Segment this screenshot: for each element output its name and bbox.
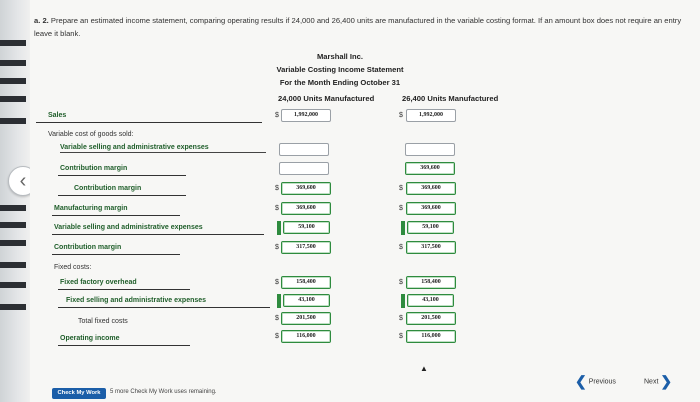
chevron-left-icon: ‹ [19,169,27,192]
cm3-label: Contribution margin [54,244,122,251]
cm2-input-24000[interactable]: 369,600 [281,182,331,195]
operating-income-label: Operating income [60,335,120,342]
currency-symbol: $ [399,244,403,251]
instructions [34,14,694,40]
cm2-label: Contribution margin [74,185,142,192]
fixed-sae-input-24000[interactable]: 43,100 [283,294,330,307]
correct-marker [401,221,405,235]
statement-title: Variable Costing Income Statement [276,65,404,74]
operating-income-input-26400[interactable]: 116,000 [406,330,456,343]
currency-symbol: $ [275,244,279,251]
sales-input-24000[interactable]: 1,992,000 [281,109,331,122]
cm3-input-24000[interactable]: 317,500 [281,241,331,254]
chevron-right-icon: ❯ [660,373,673,389]
fixed-sae-input-26400[interactable]: 43,100 [407,294,454,307]
operating-income-input-24000[interactable]: 116,000 [281,330,331,343]
col1-header: 24,000 Units Manufactured [278,94,375,103]
currency-symbol: $ [399,333,403,340]
total-fixed-input-24000[interactable]: 201,500 [281,312,331,325]
currency-symbol: $ [399,205,403,212]
col2-header: 26,400 Units Manufactured [402,94,499,103]
currency-symbol: $ [399,185,403,192]
check-my-work-button[interactable]: Check My Work [52,388,106,399]
mfg-margin-input-24000[interactable]: 369,600 [281,202,331,215]
company-name: Marshall Inc. [316,52,363,61]
currency-symbol: $ [275,205,279,212]
fixed-foh-input-26400[interactable]: 158,400 [406,276,456,289]
cm3-input-26400[interactable]: 317,500 [406,241,456,254]
rail-bar [0,304,26,310]
label-underline [36,110,262,123]
vsae2-input-24000[interactable]: 59,100 [283,221,330,234]
currency-symbol: $ [399,112,403,119]
vsae2-input-26400[interactable]: 59,100 [407,221,454,234]
previous-button[interactable] [575,373,616,390]
total-fixed-input-26400[interactable]: 201,500 [406,312,456,325]
fixed-costs-label: Fixed costs: [54,264,92,271]
vsae1-input-26400[interactable] [405,143,455,156]
rail-bar [0,96,26,102]
rail-bar [0,60,26,66]
vsae-label-1: Variable selling and administrative expenses [60,144,266,153]
next-button[interactable] [644,373,672,390]
instructions-text: Prepare an estimated income statement, comparing operating results if 24,000 and 26,400 units are manufactured in the variable costing format. If an amount box does not require an entry leave it blank. [34,16,682,38]
correct-marker [401,294,405,308]
correct-marker [277,221,281,235]
currency-symbol: $ [399,315,403,322]
sales-input-26400[interactable]: 1,992,000 [406,109,456,122]
mfg-margin-input-26400[interactable]: 369,600 [406,202,456,215]
sales-label: Sales [48,112,67,119]
cm1-input-26400[interactable]: 369,600 [405,162,455,175]
rail-bar [0,222,26,228]
currency-symbol: $ [275,315,279,322]
currency-symbol: $ [275,185,279,192]
rail-bar [0,40,26,46]
vsae1-input-24000[interactable] [279,143,329,156]
mfg-margin-label: Manufacturing margin [54,205,128,212]
vsae-label-2: Variable selling and administrative expenses [54,224,203,231]
fixed-foh-input-24000[interactable]: 158,400 [281,276,331,289]
cm1-label: Contribution margin [60,165,128,172]
vcogs-label: Variable cost of goods sold: [48,131,134,138]
left-rail [0,0,30,402]
next-label: Next [644,378,659,386]
fixed-foh-label: Fixed factory overhead [60,279,137,286]
rail-bar [0,205,26,211]
rail-bar [0,118,26,124]
rail-bar [0,282,26,288]
check-uses-note: 5 more Check My Work uses remaining. [110,389,217,395]
currency-symbol: $ [275,279,279,286]
total-fixed-label: Total fixed costs [78,318,128,325]
cm2-input-26400[interactable]: 369,600 [406,182,456,195]
rail-bar [0,78,26,84]
mouse-cursor-icon: ▲ [420,364,428,373]
rail-bar [0,240,26,246]
previous-label: Previous [588,378,616,386]
statement-period: For the Month Ending October 31 [279,78,401,87]
cm1-input-24000[interactable] [279,162,329,175]
currency-symbol: $ [275,333,279,340]
rail-bar [0,262,26,268]
question-panel [30,0,700,402]
fixed-sae-label: Fixed selling and administrative expenses [66,297,207,304]
chevron-left-icon: ❮ [575,373,587,389]
currency-symbol: $ [275,112,279,119]
question-number: a. 2. [34,16,49,25]
correct-marker [277,294,281,308]
currency-symbol: $ [399,279,403,286]
